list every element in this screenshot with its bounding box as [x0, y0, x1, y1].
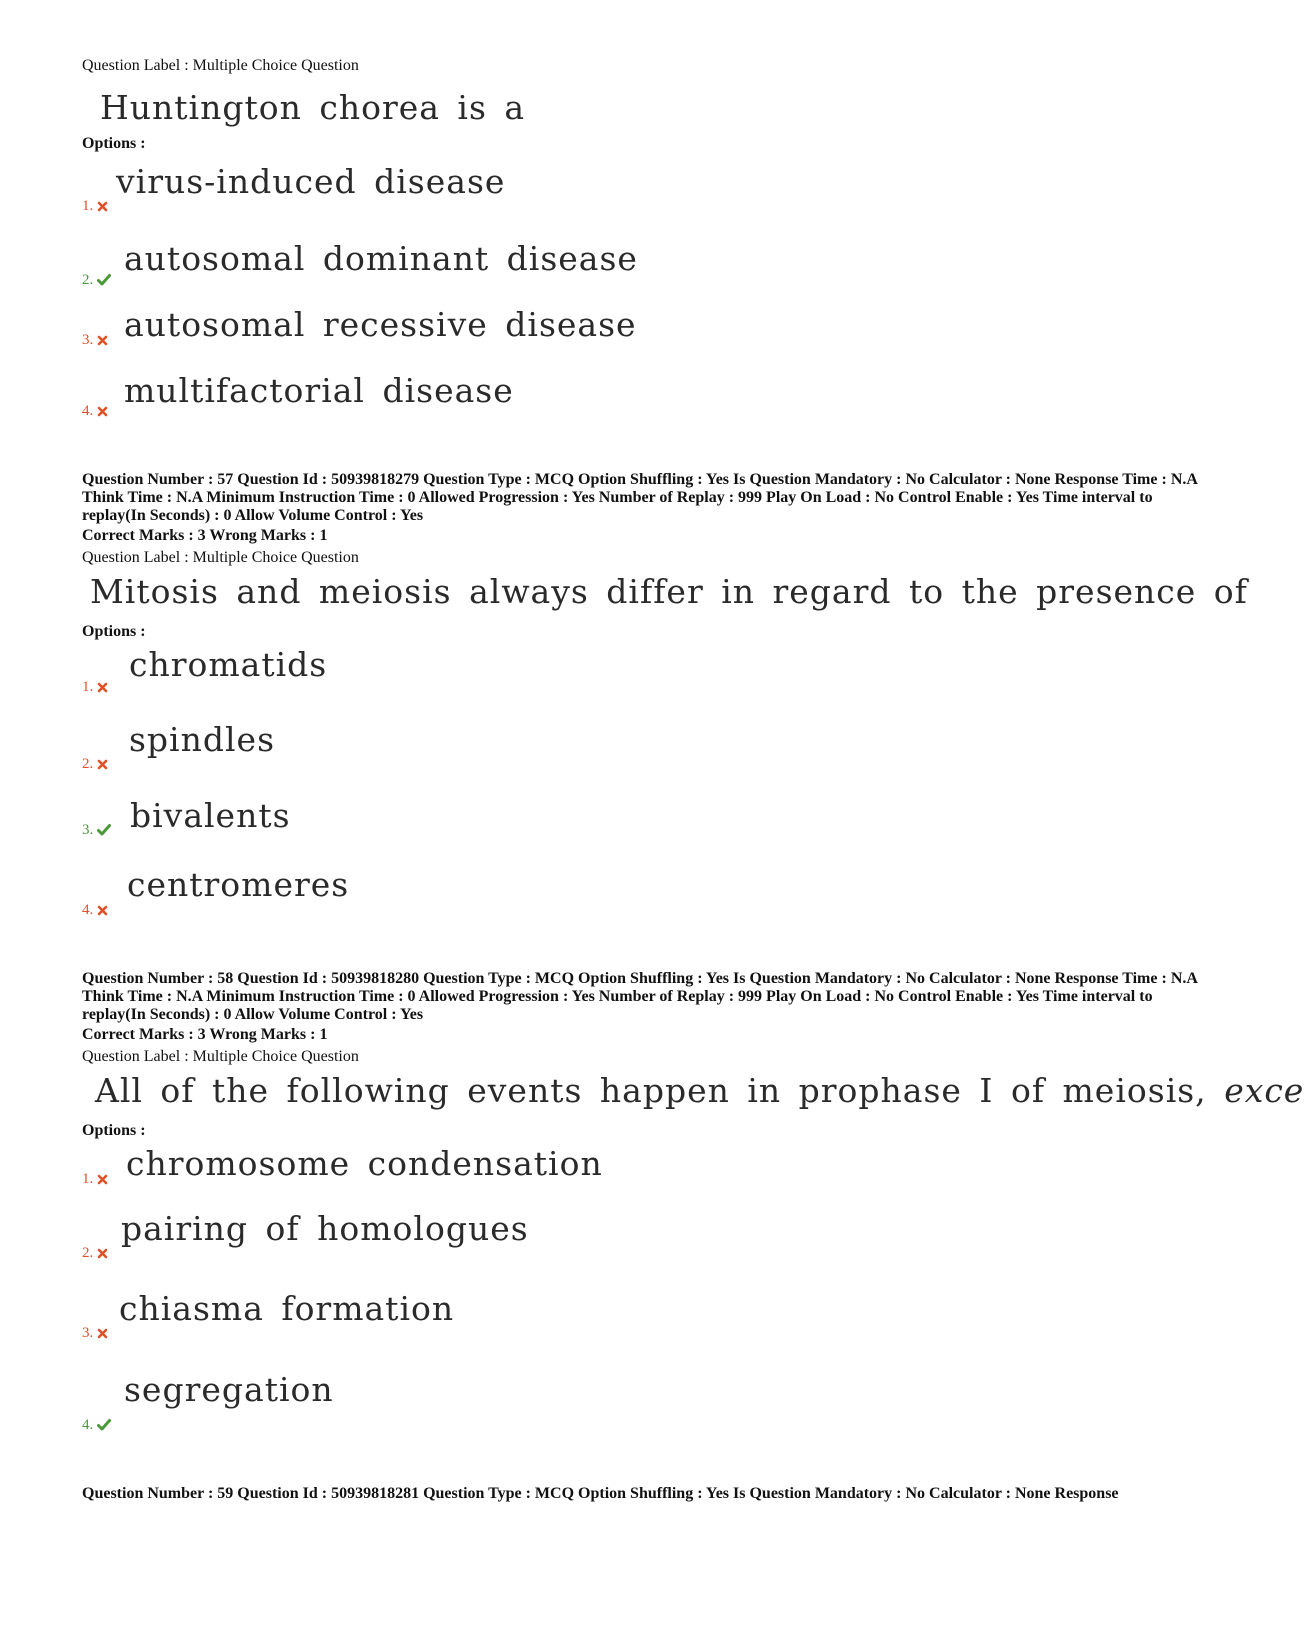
option-number: [82, 198, 108, 214]
option-text: segregation: [124, 1370, 334, 1409]
question-label: Question Label : Multiple Choice Question: [82, 1048, 359, 1065]
option-number: [82, 756, 108, 772]
option-text: spindles: [129, 720, 276, 759]
option-number-label: 4.: [82, 403, 94, 419]
question-main-text: All of the following events happen in prophase I of meiosis,: [95, 1071, 1207, 1110]
option-text: autosomal dominant disease: [124, 239, 638, 278]
question-label: Question Label : Multiple Choice Question: [82, 549, 359, 566]
option-text: chromatids: [129, 645, 328, 684]
option-text: centromeres: [127, 865, 350, 904]
option-text: virus-induced disease: [116, 162, 506, 201]
option-number-label: 3.: [82, 1325, 94, 1341]
cross-icon: [97, 905, 108, 916]
option-number-label: 1.: [82, 679, 94, 695]
options-heading: Options :: [82, 623, 146, 640]
option-text: chiasma formation: [119, 1289, 455, 1328]
check-icon: [97, 1419, 111, 1431]
cross-icon: [97, 335, 108, 346]
cross-icon: [97, 201, 108, 212]
question-text: [95, 1071, 1304, 1110]
marks-line: Correct Marks : 3 Wrong Marks : 1: [82, 527, 328, 544]
cross-icon: [97, 1248, 108, 1259]
option-number: [82, 272, 111, 288]
option-number: [82, 332, 108, 348]
question-metadata: Question Number : 59 Question Id : 50939818281 Question Type : MCQ Option Shuffling : Yes Is Question Mandatory : No Calculator : None Response: [82, 1485, 1119, 1502]
option-text: pairing of homologues: [121, 1209, 529, 1248]
option-text: chromosome condensation: [126, 1144, 603, 1183]
question-metadata: Question Number : 57 Question Id : 50939818279 Question Type : MCQ Option Shuffling : Yes Is Question Mandatory : No Calculator : None Response Time : N.A Think Time : N.A Minimum Instruction Time : 0 Allowed Progression : Yes Number of Replay : 999 Play On Load : No Control Enable : Yes Time interval to replay(In Seconds) : 0 Allow Volume Control : Yes: [82, 471, 1198, 524]
option-text: autosomal recessive disease: [124, 305, 637, 344]
option-number: [82, 1245, 108, 1261]
cross-icon: [97, 759, 108, 770]
question-metadata: Question Number : 58 Question Id : 50939818280 Question Type : MCQ Option Shuffling : Yes Is Question Mandatory : No Calculator : None Response Time : N.A Think Time : N.A Minimum Instruction Time : 0 Allowed Progression : Yes Number of Replay : 999 Play On Load : No Control Enable : Yes Time interval to replay(In Seconds) : 0 Allow Volume Control : Yes: [82, 970, 1198, 1023]
question-tail-text: exce: [1224, 1071, 1304, 1110]
option-number-label: 1.: [82, 198, 94, 214]
option-number-label: 2.: [82, 756, 94, 772]
option-number: [82, 902, 108, 918]
question-text: Huntington chorea is a: [100, 88, 526, 127]
check-icon: [97, 824, 111, 836]
option-number-label: 3.: [82, 822, 94, 838]
option-number: [82, 403, 108, 419]
option-number-label: 4.: [82, 902, 94, 918]
cross-icon: [97, 682, 108, 693]
option-text: multifactorial disease: [124, 371, 514, 410]
option-number-label: 2.: [82, 1245, 94, 1261]
option-number-label: 2.: [82, 272, 94, 288]
question-label: Question Label : Multiple Choice Question: [82, 57, 359, 74]
option-number-label: 4.: [82, 1417, 94, 1433]
cross-icon: [97, 1328, 108, 1339]
option-number-label: 3.: [82, 332, 94, 348]
options-heading: Options :: [82, 135, 146, 152]
option-number: [82, 822, 111, 838]
cross-icon: [97, 406, 108, 417]
option-number: [82, 1325, 108, 1341]
options-heading: Options :: [82, 1122, 146, 1139]
option-number-label: 1.: [82, 1171, 94, 1187]
cross-icon: [97, 1174, 108, 1185]
option-number: [82, 1171, 108, 1187]
check-icon: [97, 274, 111, 286]
option-number: [82, 679, 108, 695]
marks-line: Correct Marks : 3 Wrong Marks : 1: [82, 1026, 328, 1043]
question-text: Mitosis and meiosis always differ in regard to the presence of: [90, 572, 1248, 611]
option-text: bivalents: [130, 796, 291, 835]
option-number: [82, 1417, 111, 1433]
